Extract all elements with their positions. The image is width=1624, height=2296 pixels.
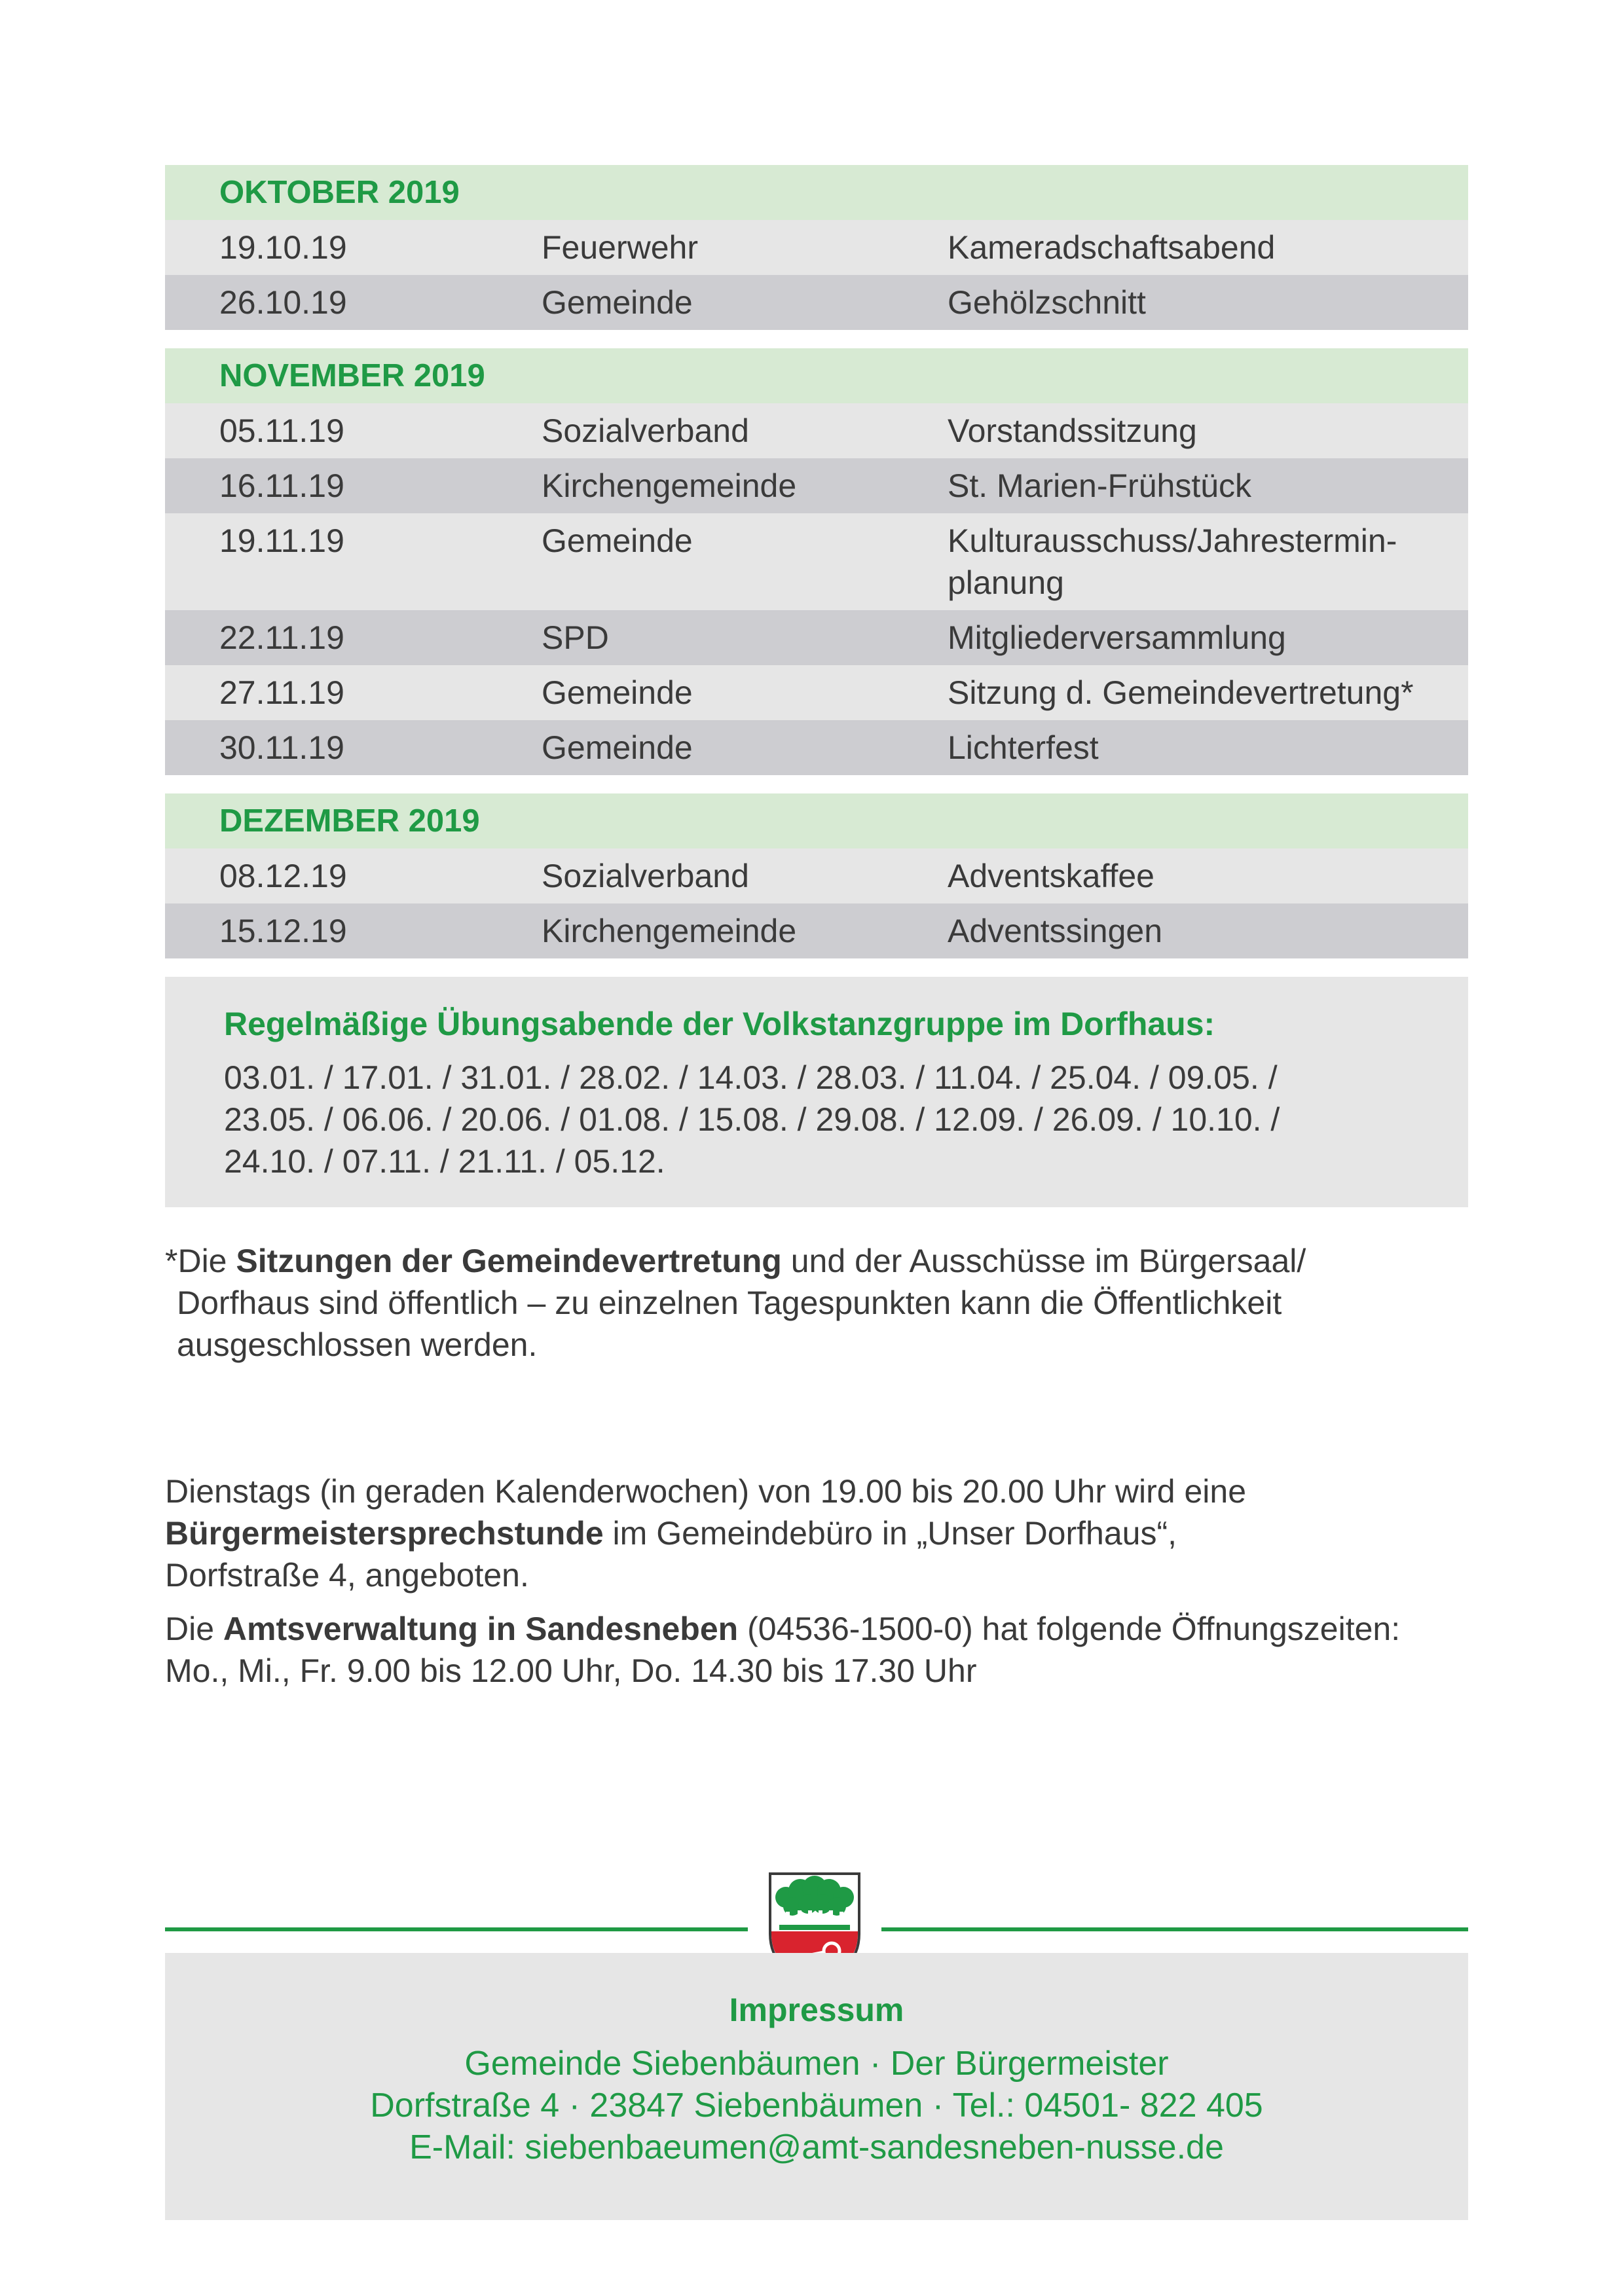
events-content: [165, 165, 1468, 1704]
event-organizer: Gemeinde: [542, 522, 693, 559]
month-header: DEZEMBER 2019: [165, 793, 1468, 848]
info-prefix: Die: [165, 1611, 223, 1647]
table-row: [165, 403, 1468, 458]
footnote-bold: Sitzungen der Gemeindevertretung: [236, 1243, 782, 1279]
event-title: [948, 727, 1468, 769]
info-line: (04536-1500-0) hat folgende Öffnungszeiten:: [738, 1611, 1401, 1647]
event-title: [948, 672, 1468, 714]
event-date: 19.10.19: [219, 229, 347, 266]
event-title-line: Adventskaffee: [948, 858, 1154, 894]
table-row: [165, 458, 1468, 513]
footer-divider-left: [165, 1927, 748, 1931]
footnote: [165, 1240, 1468, 1366]
event-title: [948, 520, 1468, 604]
event-title-line: Gehölzschnitt: [948, 284, 1146, 321]
practice-dates-line: 23.05. / 06.06. / 20.06. / 01.08. / 15.08. / 29.08. / 12.09. / 26.09. / 10.10. /: [224, 1101, 1280, 1138]
month-header: OKTOBER 2019: [165, 165, 1468, 220]
event-title: [948, 282, 1468, 323]
event-title-line: Adventssingen: [948, 913, 1163, 949]
event-title: [948, 910, 1468, 952]
event-organizer: Gemeinde: [542, 284, 693, 321]
impressum-address: Dorfstraße 4 · 23847 Siebenbäumen · Tel.: 04501- 822 405: [370, 2086, 1263, 2124]
event-date: 30.11.19: [219, 729, 344, 766]
event-title-line: St. Marien-Frühstück: [948, 467, 1252, 504]
event-date: 16.11.19: [219, 467, 344, 504]
event-organizer: Kirchengemeinde: [542, 467, 797, 504]
info-line: im Gemeindebüro in „Unser Dorfhaus“,: [603, 1515, 1177, 1552]
impressum-publisher: Gemeinde Siebenbäumen · Der Bürgermeister: [464, 2045, 1169, 2083]
table-row: [165, 903, 1468, 958]
practice-dates-line: 24.10. / 07.11. / 21.11. / 05.12.: [224, 1143, 665, 1180]
impressum-title: Impressum: [729, 1992, 904, 2028]
practice-dates: [224, 1057, 1409, 1182]
event-title: [948, 410, 1468, 452]
practice-title: Regelmäßige Übungsabende der Volkstanzgruppe im Dorfhaus:: [224, 1006, 1215, 1042]
event-title-line: Sitzung d. Gemeindevertretung*: [948, 674, 1414, 711]
event-date: 15.12.19: [219, 913, 347, 949]
event-title-line: Kulturausschuss/Jahrestermin-: [948, 522, 1397, 559]
event-organizer: Feuerwehr: [542, 229, 698, 266]
office-hours-administration: [165, 1608, 1468, 1692]
table-row: [165, 848, 1468, 903]
month-header: NOVEMBER 2019: [165, 348, 1468, 403]
event-calendar: [165, 165, 1468, 958]
event-title-line: Mitgliederversammlung: [948, 619, 1286, 656]
info-line: Mo., Mi., Fr. 9.00 bis 12.00 Uhr, Do. 14.30 bis 17.30 Uhr: [165, 1652, 977, 1689]
office-hours-mayor: [165, 1470, 1468, 1596]
table-row: [165, 665, 1468, 720]
impressum-email: E-Mail: siebenbaeumen@amt-sandesneben-nusse.de: [409, 2128, 1224, 2166]
event-date: 08.12.19: [219, 858, 347, 894]
event-organizer: Gemeinde: [542, 674, 693, 711]
event-title-line: Lichterfest: [948, 729, 1099, 766]
event-date: 05.11.19: [219, 412, 344, 449]
footnote-line: ausgeschlossen werden.: [177, 1326, 538, 1363]
event-title: [948, 617, 1468, 659]
footnote-line: Dorfhaus sind öffentlich – zu einzelnen Tagespunkten kann die Öffentlichkeit: [177, 1285, 1282, 1321]
impressum-box: [165, 1953, 1468, 2220]
event-date: 22.11.19: [219, 619, 344, 656]
event-date: 19.11.19: [219, 522, 344, 559]
month-block: [165, 348, 1468, 775]
table-row: [165, 275, 1468, 330]
event-organizer: Gemeinde: [542, 729, 693, 766]
practice-box: [165, 977, 1468, 1207]
event-title-line: Vorstandssitzung: [948, 412, 1197, 449]
event-title-line: Kameradschaftsabend: [948, 229, 1276, 266]
month-block: [165, 165, 1468, 330]
footnote-prefix: *Die: [165, 1243, 236, 1279]
info-bold: Amtsverwaltung in Sandesneben: [223, 1611, 739, 1647]
table-row: [165, 220, 1468, 275]
event-title: [948, 465, 1468, 507]
event-date: 27.11.19: [219, 674, 344, 711]
practice-dates-line: 03.01. / 17.01. / 31.01. / 28.02. / 14.03. / 28.03. / 11.04. / 25.04. / 09.05. /: [224, 1059, 1278, 1096]
footnote-rest: und der Ausschüsse im Bürgersaal/: [781, 1243, 1306, 1279]
table-row: [165, 610, 1468, 665]
event-organizer: Kirchengemeinde: [542, 913, 797, 949]
table-row: [165, 720, 1468, 775]
info-line: Dienstags (in geraden Kalenderwochen) von 19.00 bis 20.00 Uhr wird eine: [165, 1473, 1247, 1510]
event-title: [948, 855, 1468, 897]
event-title: [948, 227, 1468, 268]
event-organizer: Sozialverband: [542, 858, 749, 894]
event-organizer: Sozialverband: [542, 412, 749, 449]
event-organizer: SPD: [542, 619, 609, 656]
event-date: 26.10.19: [219, 284, 347, 321]
table-row: [165, 513, 1468, 610]
event-title-line: planung: [948, 564, 1064, 601]
info-section: [165, 1470, 1468, 1692]
footer-divider-right: [881, 1927, 1468, 1931]
month-block: [165, 793, 1468, 958]
info-line: Dorfstraße 4, angeboten.: [165, 1557, 529, 1594]
info-bold: Bürgermeistersprechstunde: [165, 1515, 604, 1552]
